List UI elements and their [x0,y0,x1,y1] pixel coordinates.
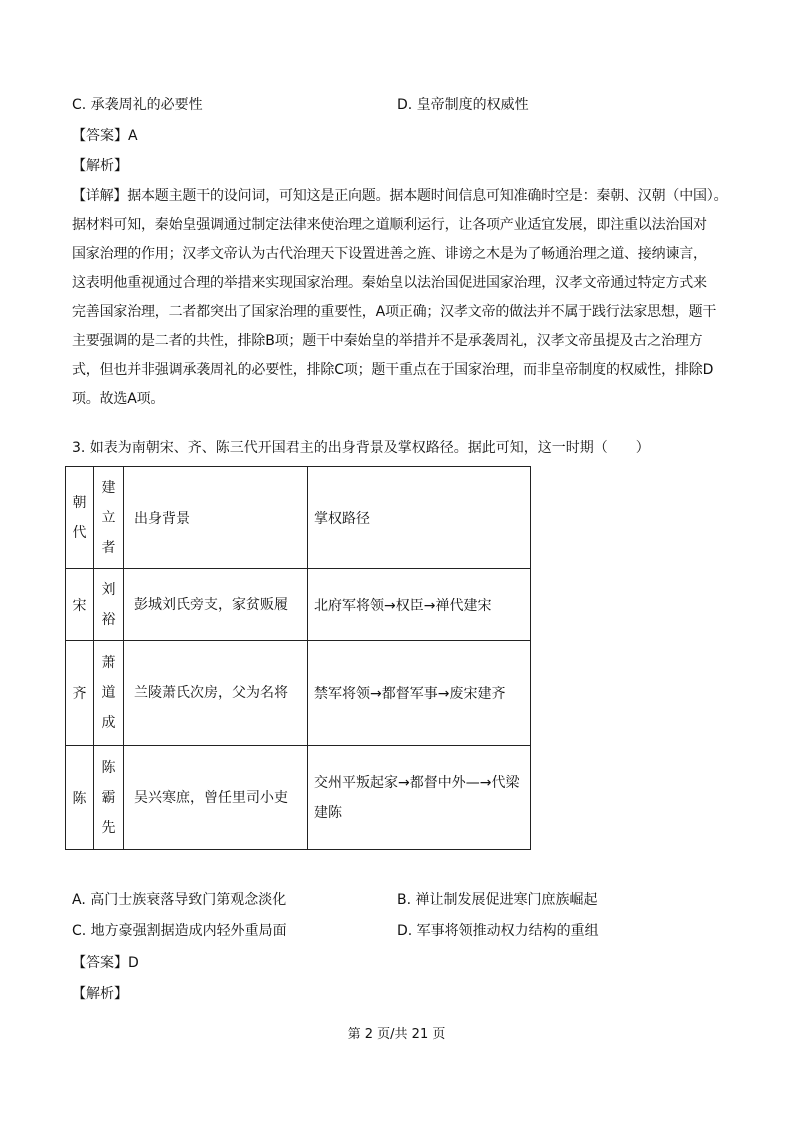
q2-detail-line: 式，但也并非强调承袭周礼的必要性，排除C项；题干重点在于国家治理，而非皇帝制度的权威性，排除D [72,362,714,378]
q3-option-a: A. 高门士族衰落导致门第观念淡化 [72,892,287,908]
cell-path: 禁军将领→都督军事→废宋建齐 [308,641,531,746]
q2-answer: 【答案】A [72,128,138,144]
table-row [66,746,531,850]
path-text: 交州平叛起家→都督中外—→代梁建陈 [314,774,520,821]
q2-detail-line: 【详解】据本题主题干的设问词，可知这是正向题。据本题时间信息可知准确时空是：秦朝、汉朝（中国）。 [72,188,728,204]
background-text: 兰陵萧氏次房，父为名将 [134,685,288,701]
page-footer: 第 2 页/共 21 页 [347,1027,446,1042]
background-text: 吴兴寒庶，曾任里司小吏 [134,789,288,806]
q2-analysis-label: 【解析】 [72,158,128,174]
q2-detail-line: 据材料可知，秦始皇强调通过制定法律来使治理之道顺利运行，让各项产业适宜发展，即注重以法治国对 [72,217,707,233]
q2-detail-line: 这表明他重视通过合理的举措来实现国家治理。秦始皇以法治国促进国家治理，汉孝文帝通过特定方式来 [72,275,707,291]
founder-char: 萧 [101,655,116,671]
q2-detail-paragraph [72,182,732,414]
cell-dynasty: 宋 [66,569,94,641]
header-path: 掌权路径 [308,467,531,569]
cell-background [124,641,308,746]
cell-founder [94,746,124,850]
header-background: 出身背景 [124,467,308,569]
founder-char: 道 [101,685,116,701]
background-text: 彭城刘氏旁支，家贫贩履 [134,596,288,613]
cell-background [124,746,308,850]
header-char: 建 [101,479,116,496]
cell-dynasty: 齐 [66,641,94,746]
founder-char: 成 [101,715,116,731]
cell-founder [94,569,124,641]
header-char: 朝 [72,494,87,511]
q3-answer: 【答案】D [72,955,139,971]
q2-detail-line: 主要强调的是二者的共性，排除B项；题干中秦始皇的举措并不是承袭周礼，汉孝文帝虽提及古之治理方 [72,333,703,349]
table-header-row [66,467,531,569]
q2-detail-line: 完善国家治理，二者都突出了国家治理的重要性，A项正确；汉孝文帝的做法并不属于践行法家思想，题干 [72,304,717,320]
q3-analysis-label: 【解析】 [72,986,128,1002]
cell-path: 北府军将领→权臣→禅代建宋 [308,569,531,641]
founder-char: 霸 [101,789,116,806]
q3-stem: 3. 如表为南朝宋、齐、陈三代开国君主的出身背景及掌权路径。据此可知，这一时期（ ） [72,440,650,456]
q3-option-b: B. 禅让制发展促进寒门庶族崛起 [397,892,598,908]
founder-char: 先 [101,819,116,836]
q2-option-d: D. 皇帝制度的权威性 [397,97,529,113]
founder-char: 陈 [101,759,116,776]
cell-founder [94,641,124,746]
header-founder [94,467,124,569]
founder-char: 刘 [101,581,116,598]
table-row [66,641,531,746]
header-char: 者 [101,539,116,556]
cell-background [124,569,308,641]
q3-option-d: D. 军事将领推动权力结构的重组 [397,923,599,939]
table-row [66,569,531,641]
dynasty-founders-table [65,466,531,850]
cell-dynasty: 陈 [66,746,94,850]
founder-char: 裕 [101,611,116,628]
q2-detail-line: 项。故选A项。 [72,391,165,407]
header-char: 代 [72,524,87,541]
q3-option-c: C. 地方豪强割据造成内轻外重局面 [72,923,287,939]
header-dynasty [66,467,94,569]
cell-path [308,746,531,850]
header-char: 立 [101,509,116,526]
q2-option-c: C. 承袭周礼的必要性 [72,97,203,113]
q2-detail-line: 国家治理的作用；汉孝文帝认为古代治理天下设置进善之旌、诽谤之木是为了畅通治理之道、接纳谏言， [72,246,707,262]
